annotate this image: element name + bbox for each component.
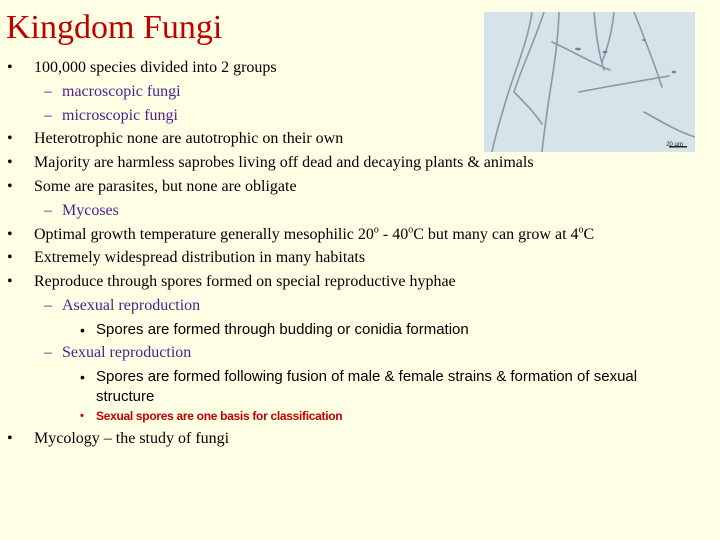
scale-label: 20 µm	[666, 142, 683, 148]
sub-bullet-mycoses	[44, 201, 119, 221]
bullet-marker: •	[80, 322, 85, 338]
bullet-mycology	[7, 429, 230, 449]
bullet-marker: •	[7, 178, 13, 195]
dash-marker: –	[44, 83, 52, 100]
bullet-text: Heterotrophic none are autotrophic on their own	[34, 130, 344, 147]
bullet-saprobes	[7, 153, 534, 173]
bullet-marker: •	[7, 430, 13, 447]
sub-sub-bullet-text: Spores are formed following fusion of male & female strains & formation of sexual	[96, 368, 638, 385]
bullet-text: 100,000 species divided into 2 groups	[34, 59, 277, 76]
sub-bullet-sexual	[44, 343, 191, 363]
bullet-reproduce	[7, 272, 456, 292]
bullet-text: Some are parasites, but none are obligate	[34, 178, 297, 195]
bullet-text: Reproduce through spores formed on special reproductive hyphae	[34, 273, 456, 290]
bullet-parasites	[7, 177, 297, 197]
bullet-text-mid2: C but many can grow at 4	[413, 226, 579, 243]
sub-sub-sub-bullet-classification	[80, 406, 343, 426]
fungi-micrograph-image	[484, 12, 695, 152]
sub-bullet-text: macroscopic fungi	[62, 83, 181, 100]
bullet-text-pre: Optimal growth temperature generally mesophilic 20	[34, 226, 374, 243]
sub-sub-bullet-text: structure	[96, 388, 155, 405]
sub-sub-bullet-text: Spores are formed through budding or conidia formation	[96, 321, 469, 338]
bullet-distribution	[7, 248, 366, 268]
dash-marker: –	[44, 297, 52, 314]
degree-mark: o	[408, 224, 414, 236]
sub-bullet-text: microscopic fungi	[62, 107, 178, 124]
hyphae-drawing	[484, 12, 695, 152]
bullet-heterotrophic	[7, 129, 344, 149]
bullet-marker: •	[80, 410, 84, 422]
sub-bullet-asexual	[44, 296, 200, 316]
dash-marker: –	[44, 344, 52, 361]
bullet-text-mid: - 40	[378, 226, 409, 243]
dash-marker: –	[44, 107, 52, 124]
degree-mark: o	[578, 224, 584, 236]
bullet-marker: •	[7, 130, 13, 147]
bullet-species	[7, 58, 277, 78]
bullet-text: Extremely widespread distribution in many habitats	[34, 249, 366, 266]
slide-title: Kingdom Fungi	[6, 9, 223, 46]
sub-bullet-text: Asexual reproduction	[62, 297, 201, 314]
bullet-text: Majority are harmless saprobes living off dead and decaying plants & animals	[34, 154, 534, 171]
degree-mark: o	[373, 224, 379, 236]
sub-bullet-text: Mycoses	[62, 202, 119, 219]
bullet-marker: •	[7, 59, 13, 76]
bullet-marker: •	[7, 226, 13, 243]
bullet-marker: •	[7, 154, 13, 171]
bullet-text: Mycology – the study of fungi	[34, 430, 230, 447]
bullet-marker: •	[7, 273, 13, 290]
bullet-marker: •	[80, 369, 85, 385]
classification-note: Sexual spores are one basis for classification	[96, 409, 343, 423]
sub-sub-bullet-fusion	[80, 367, 638, 387]
bullet-text-post: C	[583, 226, 595, 243]
sub-sub-bullet-fusion-cont	[96, 387, 154, 407]
sub-bullet-macroscopic	[44, 82, 181, 102]
sub-bullet-text: Sexual reproduction	[62, 344, 192, 361]
bullet-temperature	[7, 224, 595, 245]
sub-sub-bullet-budding	[80, 320, 469, 340]
sub-bullet-microscopic	[44, 106, 178, 126]
dash-marker: –	[44, 202, 52, 219]
bullet-marker: •	[7, 249, 13, 266]
